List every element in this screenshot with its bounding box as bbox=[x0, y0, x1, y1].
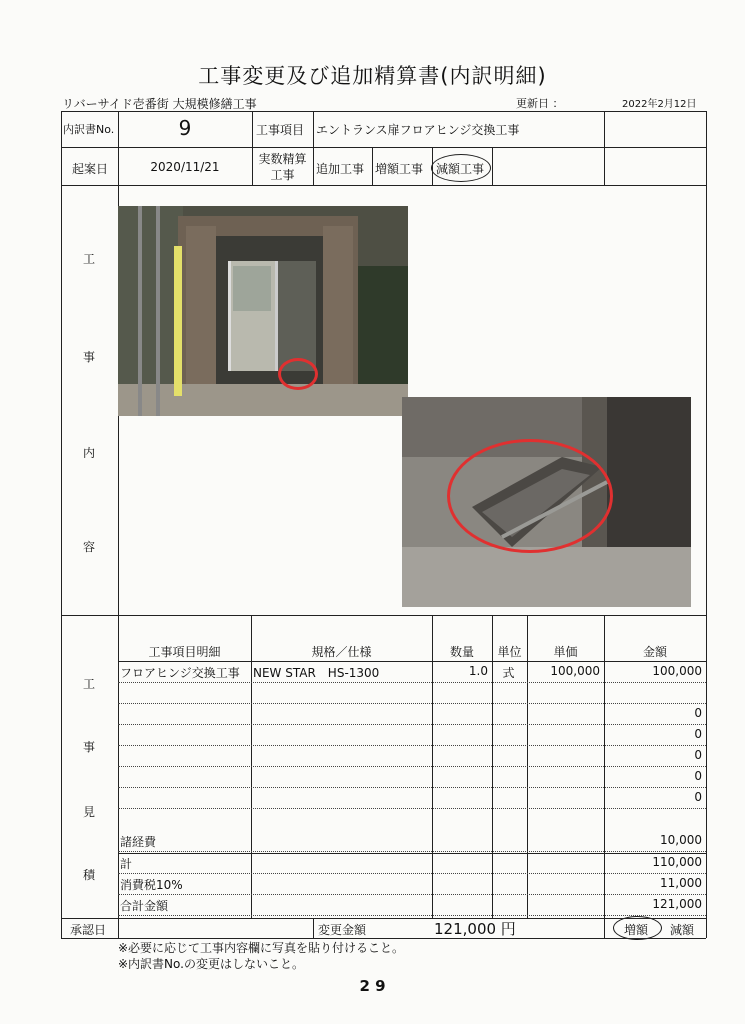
row-1-unit: 式 bbox=[502, 666, 515, 680]
row-9-name: 計 bbox=[120, 857, 133, 871]
row-1-amount: 100,000 bbox=[652, 664, 702, 678]
entrance-photo bbox=[118, 206, 408, 416]
draft-label: 起案日 bbox=[72, 162, 109, 176]
content-label-4: 容 bbox=[82, 540, 95, 554]
page-title: 工事変更及び追加精算書(内訳明細) bbox=[198, 64, 547, 88]
content-label-1: 工 bbox=[82, 252, 95, 266]
col-header-spec: 規格／仕様 bbox=[311, 645, 372, 659]
draft-date: 2020/11/21 bbox=[150, 160, 220, 174]
estimate-label-4: 積 bbox=[82, 868, 95, 882]
content-label-2: 事 bbox=[82, 350, 95, 364]
change-amount: 121,000 円 bbox=[434, 920, 516, 938]
actual-label-1: 実数精算 bbox=[258, 152, 307, 166]
row-1-name: フロアヒンジ交換工事 bbox=[120, 666, 240, 680]
row-divider bbox=[118, 682, 706, 683]
col-header-qty: 数量 bbox=[449, 645, 474, 659]
item-value: エントランス扉フロアヒンジ交換工事 bbox=[316, 123, 520, 137]
row-4-amount: 0 bbox=[694, 727, 702, 741]
note-2: ※内訳書No.の変更はしないこと。 bbox=[118, 957, 304, 971]
doc-no-label: 内訳書No. bbox=[63, 123, 115, 136]
row-6-amount: 0 bbox=[694, 769, 702, 783]
col-header-item: 工事項目明細 bbox=[148, 645, 221, 659]
row-1-spec: NEW STAR HS-1300 bbox=[253, 666, 380, 680]
project-name: リバーサイド壱番街 大規模修繕工事 bbox=[62, 97, 257, 111]
row-divider bbox=[118, 724, 706, 725]
col-header-amount: 金額 bbox=[642, 645, 667, 659]
row-1-qty: 1.0 bbox=[468, 664, 488, 678]
add-work: 追加工事 bbox=[316, 162, 365, 176]
row-divider bbox=[118, 808, 706, 809]
update-date: 2022年2月12日 bbox=[622, 99, 697, 110]
floor-hinge-photo bbox=[402, 397, 691, 607]
row-10-amount: 11,000 bbox=[660, 876, 702, 890]
row-divider bbox=[118, 894, 706, 895]
row-divider bbox=[118, 745, 706, 746]
row-divider bbox=[118, 787, 706, 788]
row-divider bbox=[118, 851, 706, 852]
row-11-name: 合計金額 bbox=[120, 899, 169, 913]
doc-no: 9 bbox=[178, 116, 192, 140]
row-divider bbox=[118, 703, 706, 704]
increase-work: 増額工事 bbox=[375, 162, 424, 176]
row-9-amount: 110,000 bbox=[652, 855, 702, 869]
increase-circle bbox=[613, 916, 662, 940]
row-divider bbox=[118, 915, 706, 916]
col-header-price: 単価 bbox=[553, 645, 578, 659]
approval-label: 承認日 bbox=[70, 923, 107, 937]
row-divider bbox=[118, 873, 706, 874]
row-3-amount: 0 bbox=[694, 706, 702, 720]
note-1: ※必要に応じて工事内容欄に写真を貼り付けること。 bbox=[118, 941, 405, 955]
estimate-label-1: 工 bbox=[82, 677, 95, 691]
row-1-price: 100,000 bbox=[550, 664, 600, 678]
row-11-amount: 121,000 bbox=[652, 897, 702, 911]
content-label-3: 内 bbox=[82, 446, 95, 460]
col-header-unit: 単位 bbox=[497, 645, 522, 659]
row-7-amount: 0 bbox=[694, 790, 702, 804]
row-10-name: 消費税10% bbox=[120, 878, 183, 892]
decrease-label: 減額 bbox=[670, 923, 695, 937]
row-8-amount: 10,000 bbox=[660, 833, 702, 847]
highlight-ring-large bbox=[447, 439, 613, 553]
item-label: 工事項目 bbox=[256, 123, 305, 137]
page-number: 2 9 bbox=[359, 977, 386, 995]
estimate-label-3: 見 bbox=[82, 805, 95, 819]
highlight-ring-small bbox=[278, 358, 318, 390]
estimate-label-2: 事 bbox=[82, 740, 95, 754]
row-8-name: 諸経費 bbox=[120, 835, 157, 849]
change-label: 変更金額 bbox=[318, 923, 367, 937]
increase-label: 増額 bbox=[624, 923, 649, 937]
row-5-amount: 0 bbox=[694, 748, 702, 762]
row-divider bbox=[118, 766, 706, 767]
update-label: 更新日 ： bbox=[516, 97, 564, 110]
decrease-work: 減額工事 bbox=[436, 162, 485, 176]
decrease-circle bbox=[431, 154, 491, 182]
actual-label-2: 工事 bbox=[270, 168, 295, 182]
